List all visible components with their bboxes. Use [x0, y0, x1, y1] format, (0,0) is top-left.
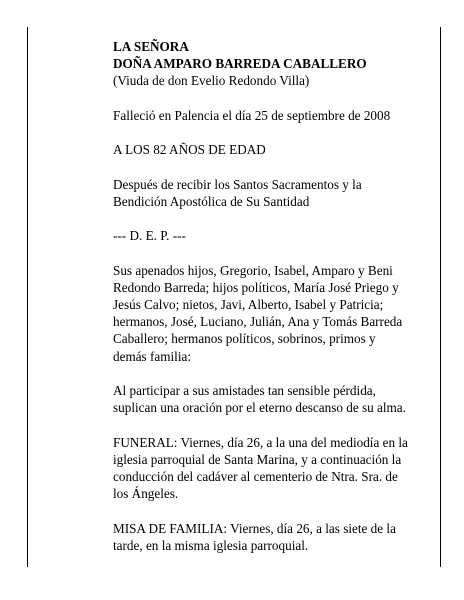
- mass-line: tarde, en la misma iglesia parroquial.: [113, 537, 309, 553]
- mass-line: MISA DE FAMILIA: Viernes, día 26, a las siete de la: [113, 520, 396, 536]
- prayer-line: Al participar a sus amistades tan sensible pérdida,: [113, 382, 376, 398]
- widow-subtitle: (Viuda de don Evelio Redondo Villa): [113, 73, 310, 89]
- right-border-line: [440, 27, 441, 567]
- funeral-line: conducción del cadáver al cementerio de Ntra. Sra. de: [113, 468, 398, 484]
- family-line: hermanos, José, Luciano, Julián, Ana y Tomás Barreda: [113, 314, 403, 330]
- left-border-line: [27, 27, 28, 567]
- family-line: Caballero; hermanos políticos, sobrinos, primos y: [113, 331, 376, 347]
- sacraments-line: Bendición Apostólica de Su Santidad: [113, 193, 310, 209]
- obituary-notice: [113, 38, 437, 554]
- rip-line: --- D. E. P. ---: [113, 228, 186, 244]
- family-line: Redondo Barreda; hijos políticos, María José Priego y: [113, 279, 399, 295]
- family-line: Jesús Calvo; nietos, Javi, Alberto, Isabel y Patricia;: [113, 296, 384, 312]
- family-line: demás familia:: [113, 348, 191, 364]
- funeral-line: FUNERAL: Viernes, día 26, a la una del mediodía en la: [113, 434, 408, 450]
- family-paragraph: [113, 262, 437, 365]
- funeral-paragraph: [113, 434, 437, 503]
- death-statement: Falleció en Palencia el día 25 de septiembre de 2008: [113, 107, 391, 123]
- funeral-line: los Ángeles.: [113, 486, 179, 502]
- prayer-line: suplican una oración por el eterno descanso de su alma.: [113, 400, 406, 416]
- family-mass-paragraph: [113, 520, 437, 554]
- age-statement: A LOS 82 AÑOS DE EDAD: [113, 142, 266, 158]
- sacraments-line: Después de recibir los Santos Sacramentos y la: [113, 176, 362, 192]
- sacraments-paragraph: [113, 176, 437, 210]
- title-name: DOÑA AMPARO BARREDA CABALLERO: [113, 56, 367, 72]
- prayer-paragraph: [113, 382, 437, 416]
- family-line: Sus apenados hijos, Gregorio, Isabel, Amparo y Beni: [113, 262, 393, 278]
- funeral-line: iglesia parroquial de Santa Marina, y a continuación la: [113, 451, 402, 467]
- notice-header: [113, 38, 437, 90]
- title-line-1: LA SEÑORA: [113, 39, 189, 54]
